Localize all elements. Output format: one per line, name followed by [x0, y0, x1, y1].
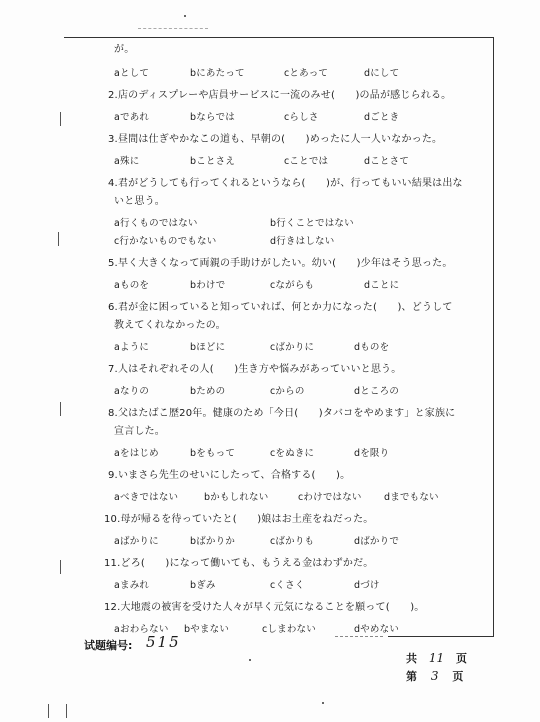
option-b: bにあたって — [190, 68, 245, 79]
option-d: d行きはしない — [270, 236, 335, 247]
exam-id-label: 试题编号: — [84, 639, 133, 652]
option-c: cらしさ — [284, 112, 319, 123]
option-c: cとあって — [284, 68, 329, 79]
option-d: dづけ — [354, 580, 380, 591]
option-d: dことに — [364, 280, 400, 291]
option-a: a殊に — [114, 156, 140, 167]
option-b: bわけで — [190, 280, 226, 291]
option-d: dものを — [354, 342, 390, 353]
option-a: aをはじめ — [114, 448, 159, 459]
question-text-line: 教えてくれなかったの。 — [114, 320, 226, 331]
page-border-bottom — [388, 636, 494, 637]
option-a: aばかりに — [114, 536, 159, 547]
option-b: bほどに — [190, 342, 226, 353]
option-c: cわけではない — [298, 492, 362, 503]
option-d: dまでもない — [384, 492, 439, 503]
question-text-line: 12.大地震の被害を受けた人々が早く元気になることを願って( )。 — [104, 602, 425, 613]
scan-mark — [335, 636, 383, 637]
option-a: aなりの — [114, 386, 150, 397]
page-prefix: 第 — [406, 670, 417, 683]
question-text-line: 10.母が帰るを待っていたと( )娘はお土産をねだった。 — [104, 514, 374, 525]
question-text-line: 11.どろ( )になって働いても、もうえる金はわずかだ。 — [104, 558, 374, 569]
binding-mark — [58, 232, 59, 246]
option-b: bばかりか — [190, 536, 236, 547]
binding-mark — [48, 704, 49, 718]
option-d: dを限り — [354, 448, 390, 459]
scan-speck — [184, 15, 186, 17]
option-a: aまみれ — [114, 580, 150, 591]
question-text-line: 3.昼間は仕ぎやかなこの道も、早朝の( )めったに人一人いなかった。 — [108, 134, 443, 145]
page-border-top — [64, 37, 494, 38]
total-suffix: 页 — [455, 652, 467, 665]
option-a: aとして — [114, 68, 150, 79]
option-c: cしまわない — [262, 624, 316, 635]
page-suffix: 页 — [452, 670, 464, 683]
total-pages-number: 11 — [428, 651, 445, 665]
current-page — [406, 668, 463, 684]
option-b: bやまない — [184, 624, 230, 635]
option-c: cばかりに — [270, 342, 315, 353]
question-text-line: 2.店のディスプレーや店員サービスに一流のみせ( )の品が感じられる。 — [108, 90, 452, 101]
option-c: c行かないものでもない — [114, 236, 217, 247]
option-d: dところの — [354, 386, 400, 397]
question-text-line: 5.早く大きくなって両親の手助けがしたい。幼い( )少年はそう思った。 — [108, 258, 453, 269]
option-a: aように — [114, 342, 150, 353]
binding-mark — [66, 704, 67, 718]
option-d: dやめない — [354, 624, 400, 635]
current-page-number: 3 — [430, 669, 439, 683]
option-b: bことさえ — [190, 156, 236, 167]
scan-speck — [322, 702, 324, 704]
option-c: cながらも — [270, 280, 315, 291]
question-text-line: が。 — [114, 44, 135, 55]
option-a: aであれ — [114, 112, 150, 123]
total-prefix: 共 — [406, 652, 417, 665]
scan-mark — [138, 28, 208, 29]
option-a: aものを — [114, 280, 150, 291]
question-text-line: 9.いまさら先生のせいにしたって、合格する( )。 — [108, 470, 351, 481]
total-pages — [406, 650, 467, 666]
option-b: bぎみ — [190, 580, 216, 591]
option-c: cからの — [270, 386, 305, 397]
option-a: a行くものではない — [114, 218, 198, 229]
question-text-line: いと思う。 — [114, 196, 165, 207]
option-b: bをもって — [190, 448, 236, 459]
scan-speck — [249, 659, 251, 661]
binding-mark — [60, 402, 61, 416]
option-b: bかもしれない — [204, 492, 269, 503]
option-c: cばかりも — [270, 536, 315, 547]
option-a: aおわらない — [114, 624, 169, 635]
question-text-line: 6.君が金に困っていると知っていれば、何とか力になった( )、どうして — [108, 302, 453, 313]
binding-mark — [60, 112, 61, 126]
option-d: dばかりで — [354, 536, 400, 547]
question-text-line: 宣言した。 — [114, 426, 165, 437]
exam-id-code: 515 — [146, 633, 181, 651]
question-text-line: 4.君がどうしても行ってくれるというなら( )が、行ってもいい結果は出な — [108, 178, 463, 189]
option-c: cくさく — [270, 580, 305, 591]
option-b: b行くことではない — [270, 218, 354, 229]
option-a: aべきではない — [114, 492, 179, 503]
option-b: bための — [190, 386, 226, 397]
binding-mark — [60, 560, 61, 574]
option-b: bならでは — [190, 112, 235, 123]
option-c: cをぬきに — [270, 448, 315, 459]
option-d: dことさて — [364, 156, 410, 167]
page-border-right — [493, 37, 494, 637]
option-d: dにして — [364, 68, 400, 79]
option-d: dごとき — [364, 112, 400, 123]
question-text-line: 7.人はそれぞれその人( )生き方や悩みがあっていいと思う。 — [108, 364, 402, 375]
option-c: cことでは — [284, 156, 329, 167]
question-text-line: 8.父はたばこ歴20年。健康のため「今日( )タバコをやめます」と家族に — [108, 408, 456, 419]
